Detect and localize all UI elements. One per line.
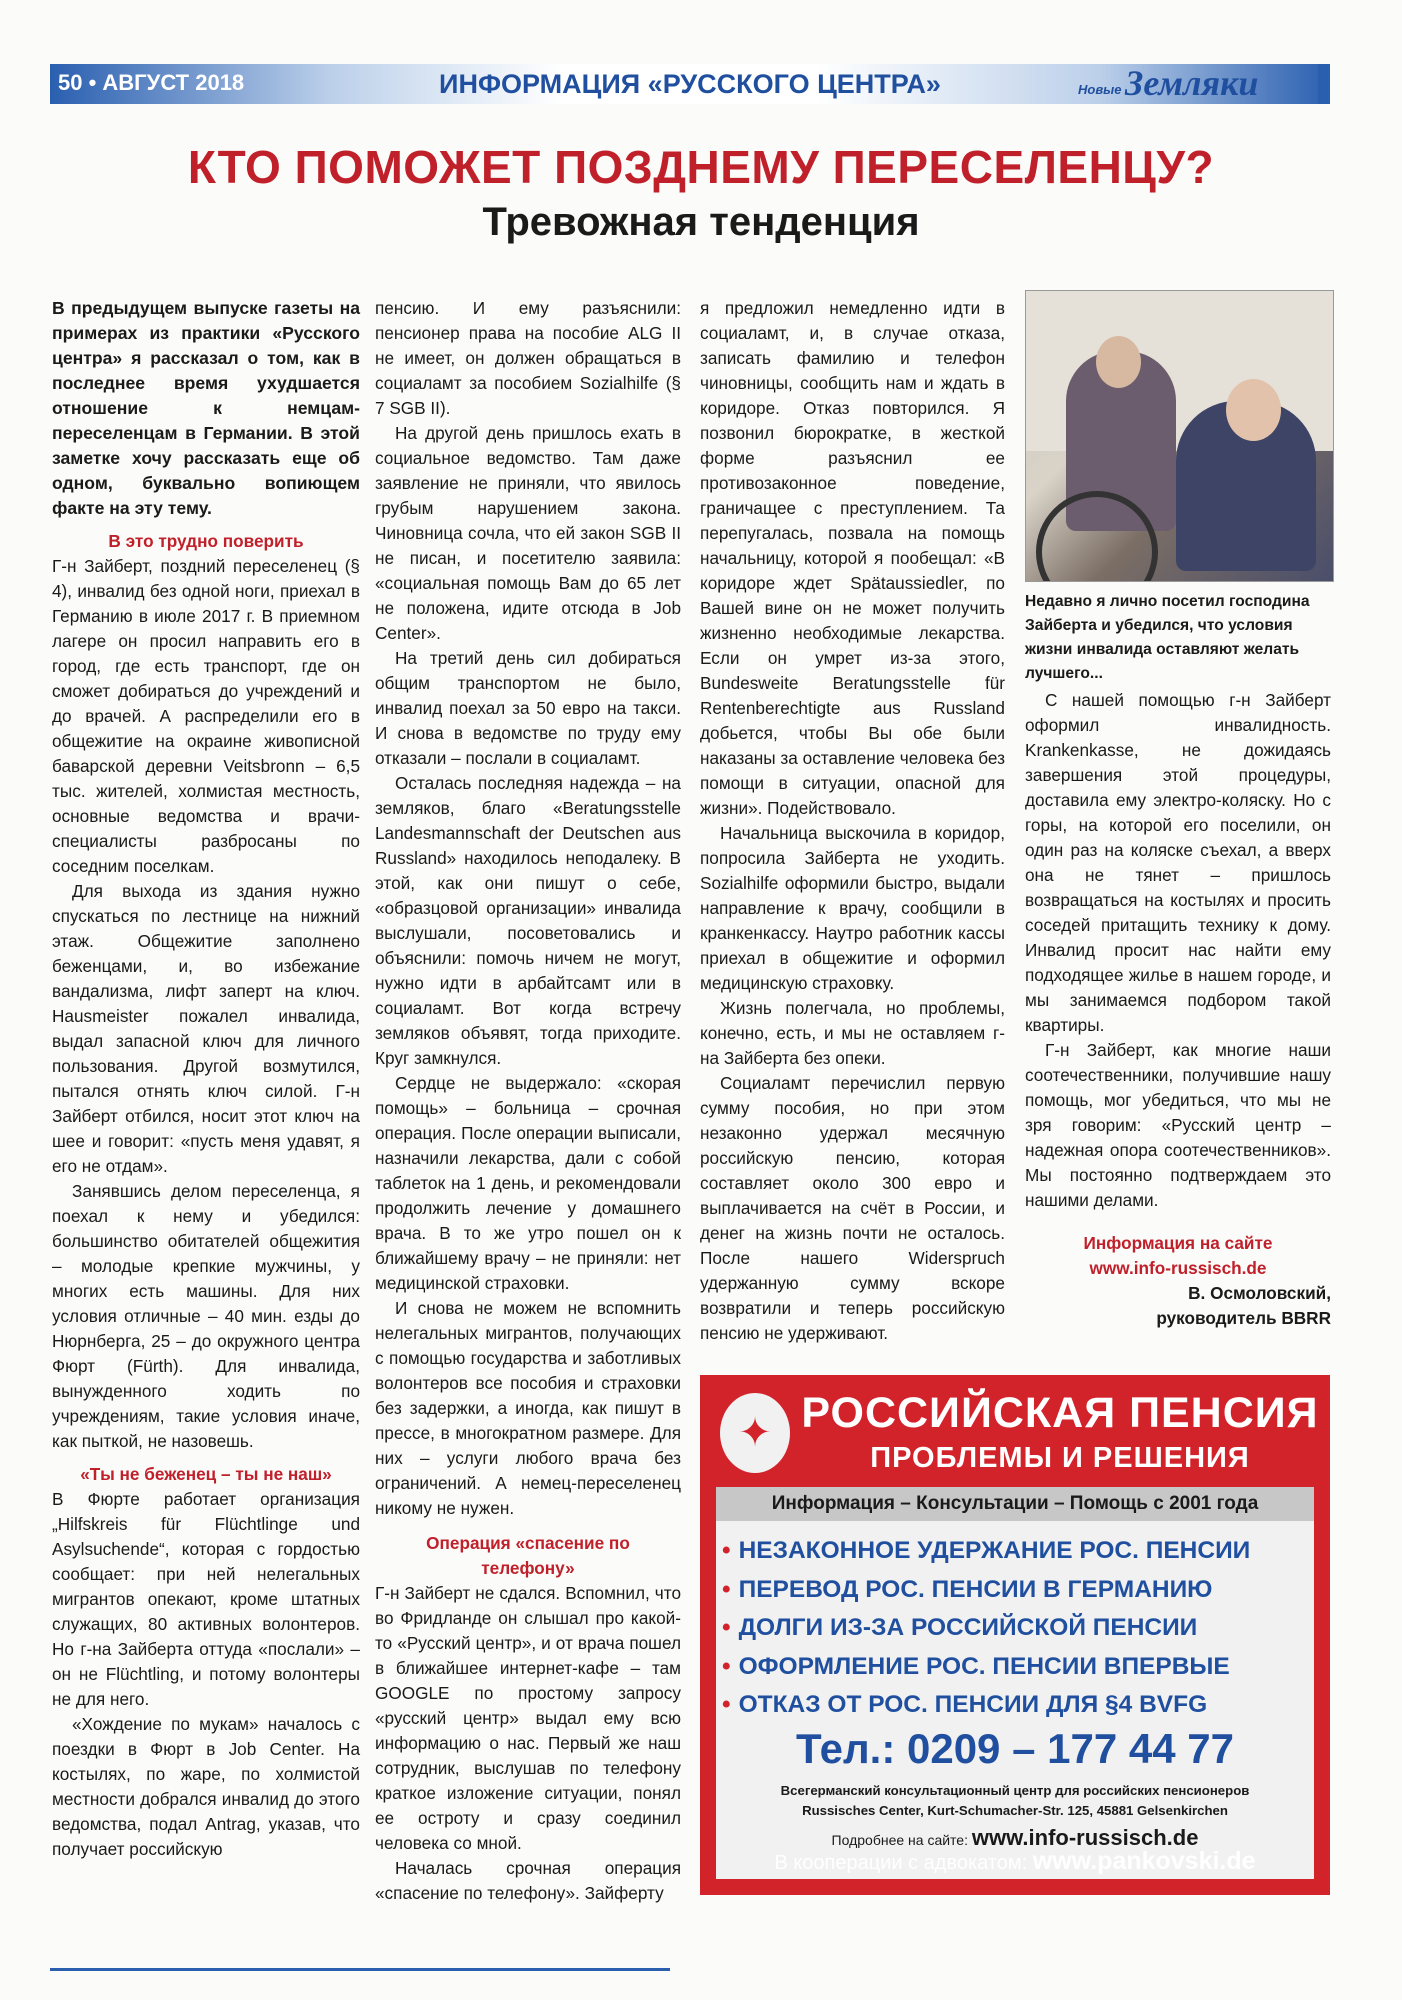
paragraph: Жизнь полегчала, но проблемы, конечно, есть, и мы не оставляем г-на Зайберта без опеки.	[700, 998, 1005, 1068]
paragraph: В Фюрте работает организация „Hilfskreis für Flüchtlinge und Asylsuchende“, которая с гордостью сообщает: при ней нелегальных мигрантов опекают, кроме штатных служащих, 80 активных волонтеров. Но г-на Зайберта оттуда «послали» – он не Flüchtling, и потому волонтеры не для него.	[52, 1489, 360, 1709]
paragraph: И снова не можем не вспомнить нелегальных мигрантов, получающих с помощью государства и заботливых волонтеров все пособия и страховки без задержки, а иногда, как пишут в прессе, в многократном размере. Для них – услуги любого врача без ограничений. А немец-переселенец никому не нужен.	[375, 1298, 681, 1518]
author-name: В. Осмоловский,	[1188, 1283, 1331, 1303]
lead-paragraph: В предыдущем выпуске газеты на примерах из практики «Русского центра» я рассказал о том, как в последнее время ухудшается отношение к немцам-переселенцам в Германии. В этой заметке хочу рассказать еще об одном, буквально вопиющем факте на эту тему.	[52, 298, 360, 518]
coop-label: В кооперации с адвокатом:	[774, 1852, 1028, 1874]
article-subtitle: Тревожная тенденция	[482, 200, 920, 244]
paragraph: «Хождение по мукам» началось с поездки в Фюрт в Job Center. На костылях, по жаре, по холмистой местности добрался инвалид до этого ведомства, подал Antrag, указав, что получает российскую	[52, 1714, 360, 1859]
bottom-rule	[50, 1968, 670, 1971]
paragraph: я предложил немедленно идти в социаламт, и, в случае отказа, записать фамилию и телефон чиновницы, сообщить нам и ждать в коридоре. Отказ повторился. Я позвонил бюрократке, в жесткой форме разъяснил ее противозаконное поведение, граничащее с преступлением. Та перепугалась, позвала на помощь начальницу, которой я пообещал: «В коридоре ждет Spätaussiedler, по Вашей вине он не может получить жизненно необходимые лекарства. Если он умрет из-за этого, Bundesweite Beratungsstelle für Rentenberechtigte aus Russland добьется, чтобы Вы обе были наказаны за оставление человека без помощи в ситуации, опасной для жизни». Подействовало.	[700, 298, 1005, 818]
info-site-link[interactable]: www.info-russisch.de	[1089, 1258, 1267, 1278]
article-photo	[1025, 290, 1334, 582]
paragraph: На другой день пришлось ехать в социальное ведомство. Там даже заявление не приняли, что явилось грубым нарушением закона. Чиновница сочла, что ей закон SGB II не писан, и посетителю заявила: «социальная помощь Вам до 65 лет не положена, идите отсюда в Job Center».	[375, 423, 681, 643]
paragraph: Социаламт перечислил первую сумму пособия, но при этом незаконно удержал месячную российскую пенсию, которая составляет около 300 евро и выплачивается на счёт в России, и денег на жизнь почти не осталось. После нашего Widerspruch удержанную сумму вскоре возвратили и теперь российскую пенсию не удерживают.	[700, 1073, 1005, 1343]
ad-more-label: Подробнее на сайте:	[831, 1832, 968, 1848]
article-title: КТО ПОМОЖЕТ ПОЗДНЕМУ ПЕРЕСЕЛЕНЦУ?	[187, 141, 1215, 193]
paragraph: Г-н Зайберт, как многие наши соотечественники, получившие нашу помощь, мог убедиться, что мы не зря говорим: «Русский центр – надежная опора соотечественников». Мы постоянно подтверждаем это нашими делами.	[1025, 1040, 1331, 1210]
ad-description: Всегерманский консультационный центр для российских пенсионеров	[780, 1783, 1250, 1798]
paragraph: Началась срочная операция «спасение по телефону». Зайферту	[375, 1858, 681, 1903]
article-column-4	[1025, 688, 1331, 1331]
article-column-3	[700, 296, 1005, 1346]
newspaper-logo: Земляки	[1125, 63, 1259, 103]
article-column-2	[375, 296, 681, 1906]
ad-address: Russisches Center, Kurt-Schumacher-Str. 125, 45881 Gelsenkirchen	[802, 1803, 1228, 1818]
list-item: • ОФОРМЛЕНИЕ РОС. ПЕНСИИ ВПЕРВЫЕ	[722, 1652, 1230, 1680]
ad-tagline: Информация – Консультации – Помощь с 2001 года	[716, 1487, 1314, 1521]
ad-title: РОССИЙСКАЯ ПЕНСИЯ	[801, 1389, 1319, 1437]
logo-prefix: Новые	[1078, 82, 1122, 97]
paragraph: Г-н Зайберт, поздний переселенец (§ 4), инвалид без одной ноги, приехал в Германию в июле 2017 г. В приемном лагере он просил направить его в город, где есть транспорт, где он сможет добираться до учреждений и до врачей. А распределили его в общежитие на окраине живописной баварской деревни Veitsbronn – 6,5 тыс. жителей, холмистая местность, основные ведомства и врачи-специалисты разбросаны по соседним поселкам.	[52, 556, 360, 876]
subheading: В это трудно поверить	[108, 531, 304, 551]
ad-service-list	[722, 1532, 1250, 1725]
paragraph: Занявшись делом переселенца, я поехал к нему и убедился: большинство обитателей общежития – молодые крепкие мужчины, у многих есть машины. Для них условия отличные – 40 мин. езды до Нюрнберга, 25 – до окружного центра Фюрт (Fürth). Для инвалида, вынужденного ходить по учреждениям, такие условия иначе, как пыткой, не назовешь.	[52, 1181, 360, 1451]
list-item: • ДОЛГИ ИЗ-ЗА РОССИЙСКОЙ ПЕНСИИ	[722, 1614, 1198, 1641]
signature-block	[1025, 1231, 1331, 1331]
subheading: Операция «спасение по телефону»	[426, 1533, 630, 1578]
paragraph: Осталась последняя надежда – на земляков, благо «Beratungsstelle Landesmannschaft der Deutschen aus Russland» находилось неподалеку. В этой, как они пишут о себе, «образцовой организации» инвалида выслушали, посоветовались и объяснили: помочь ничем не могут, нужно идти в арбайтсамт или в социаламт. Вот когда встречу земляков объявят, тогда приходите. Круг замкнулся.	[375, 773, 681, 1068]
author-role: руководитель BBRR	[1156, 1308, 1331, 1328]
ad-cooperation	[700, 1847, 1330, 1876]
subheading: «Ты не беженец – ты не наш»	[80, 1464, 332, 1484]
issue-date: 50 • АВГУСТ 2018	[58, 70, 245, 95]
paragraph: Начальница выскочила в коридор, попросила Зайберта не уходить. Sozialhilfe оформили быстро, выдали направление к врачу, сообщили в кранкенкассу. Наутро работник кассы приехал в общежитие и оформил медицинскую страховку.	[700, 823, 1005, 993]
paragraph: Для выхода из здания нужно спускаться по лестнице на нижний этаж. Общежитие заполнено беженцами, и, во избежание вандализма, лифт заперт на ключ. Hausmeister пожалел инвалида, выдал запасной ключ для личного пользования. Другой возмутился, пытался отнять ключ силой. Г-н Зайберт отбился, носит этот ключ на шее и говорит: «пусть меня удавят, я его не отдам».	[52, 881, 360, 1176]
header-end-bar	[1318, 64, 1330, 104]
list-item: • ПЕРЕВОД РОС. ПЕНСИИ В ГЕРМАНИЮ	[722, 1575, 1213, 1603]
info-label: Информация на сайте	[1083, 1233, 1273, 1253]
coop-site-link[interactable]: www.pankovski.de	[1032, 1847, 1256, 1875]
ad-body	[716, 1487, 1314, 1879]
paragraph: На третий день сил добираться общим транспортом не было, инвалид поехал за 50 евро на такси. И снова в ведомстве по труду ему отказали – послали в социаламт.	[375, 648, 681, 768]
paragraph: пенсию. И ему разъяснили: пенсионер права на пособие ALG II не имеет, он должен обращаться в социаламт за пособием Sozialhilfe (§ 7 SGB II).	[375, 298, 681, 418]
pension-advertisement	[700, 1375, 1330, 1895]
photo-caption: Недавно я лично посетил господина Зайберта и убедился, что условия жизни инвалида оставляют желать лучшего...	[1025, 593, 1310, 682]
paragraph: С нашей помощью г-н Зайберт оформил инвалидность. Krankenkasse, не дожидаясь завершения этой процедуры, доставила ему электро-коляску. Но с горы, на которой его поселили, он один раз на коляске съехал, а вверх она не тянет – пришлось возвращаться на костылях и просить соседей притащить технику к дому. Инвалид просит нас найти ему подходящее жилье в нашем городе, и мы занимаемся подбором такой квартиры.	[1025, 690, 1331, 1035]
ad-subtitle: ПРОБЛЕМЫ И РЕШЕНИЯ	[870, 1442, 1250, 1474]
paragraph: Сердце не выдержало: «скорая помощь» – больница – срочная операция. После операции выписали, назначили лекарства, дали с собой таблеток на 1 день, и рекомендовали продолжить лечение у домашнего врача. В то же утро пошел он к ближайшему врачу – не приняли: нет медицинской страховки.	[375, 1073, 681, 1293]
article-column-1	[52, 296, 360, 1862]
list-item: • ОТКАЗ ОТ РОС. ПЕНСИИ ДЛЯ §4 BVFG	[722, 1691, 1208, 1718]
paragraph: Г-н Зайберт не сдался. Вспомнил, что во Фридланде он слышал про какой-то «Русский центр», и от врача пошел в ближайшее интернет-кафе – там GOOGLE по простому запросу «русский центр» выдал ему всю информацию о нас. Первый же наш сотрудник, выслушав по телефону краткое изложение ситуации, понял ее остроту и сразу соединил человека со мной.	[375, 1583, 681, 1853]
coat-of-arms-icon: ✦	[720, 1393, 790, 1473]
list-item: • НЕЗАКОННОЕ УДЕРЖАНИЕ РОС. ПЕНСИИ	[722, 1537, 1251, 1564]
ad-site-link[interactable]: www.info-russisch.de	[971, 1825, 1199, 1850]
ad-phone[interactable]: Тел.: 0209 – 177 44 77	[796, 1725, 1234, 1772]
section-title: ИНФОРМАЦИЯ «РУССКОГО ЦЕНТРА»	[439, 69, 941, 99]
